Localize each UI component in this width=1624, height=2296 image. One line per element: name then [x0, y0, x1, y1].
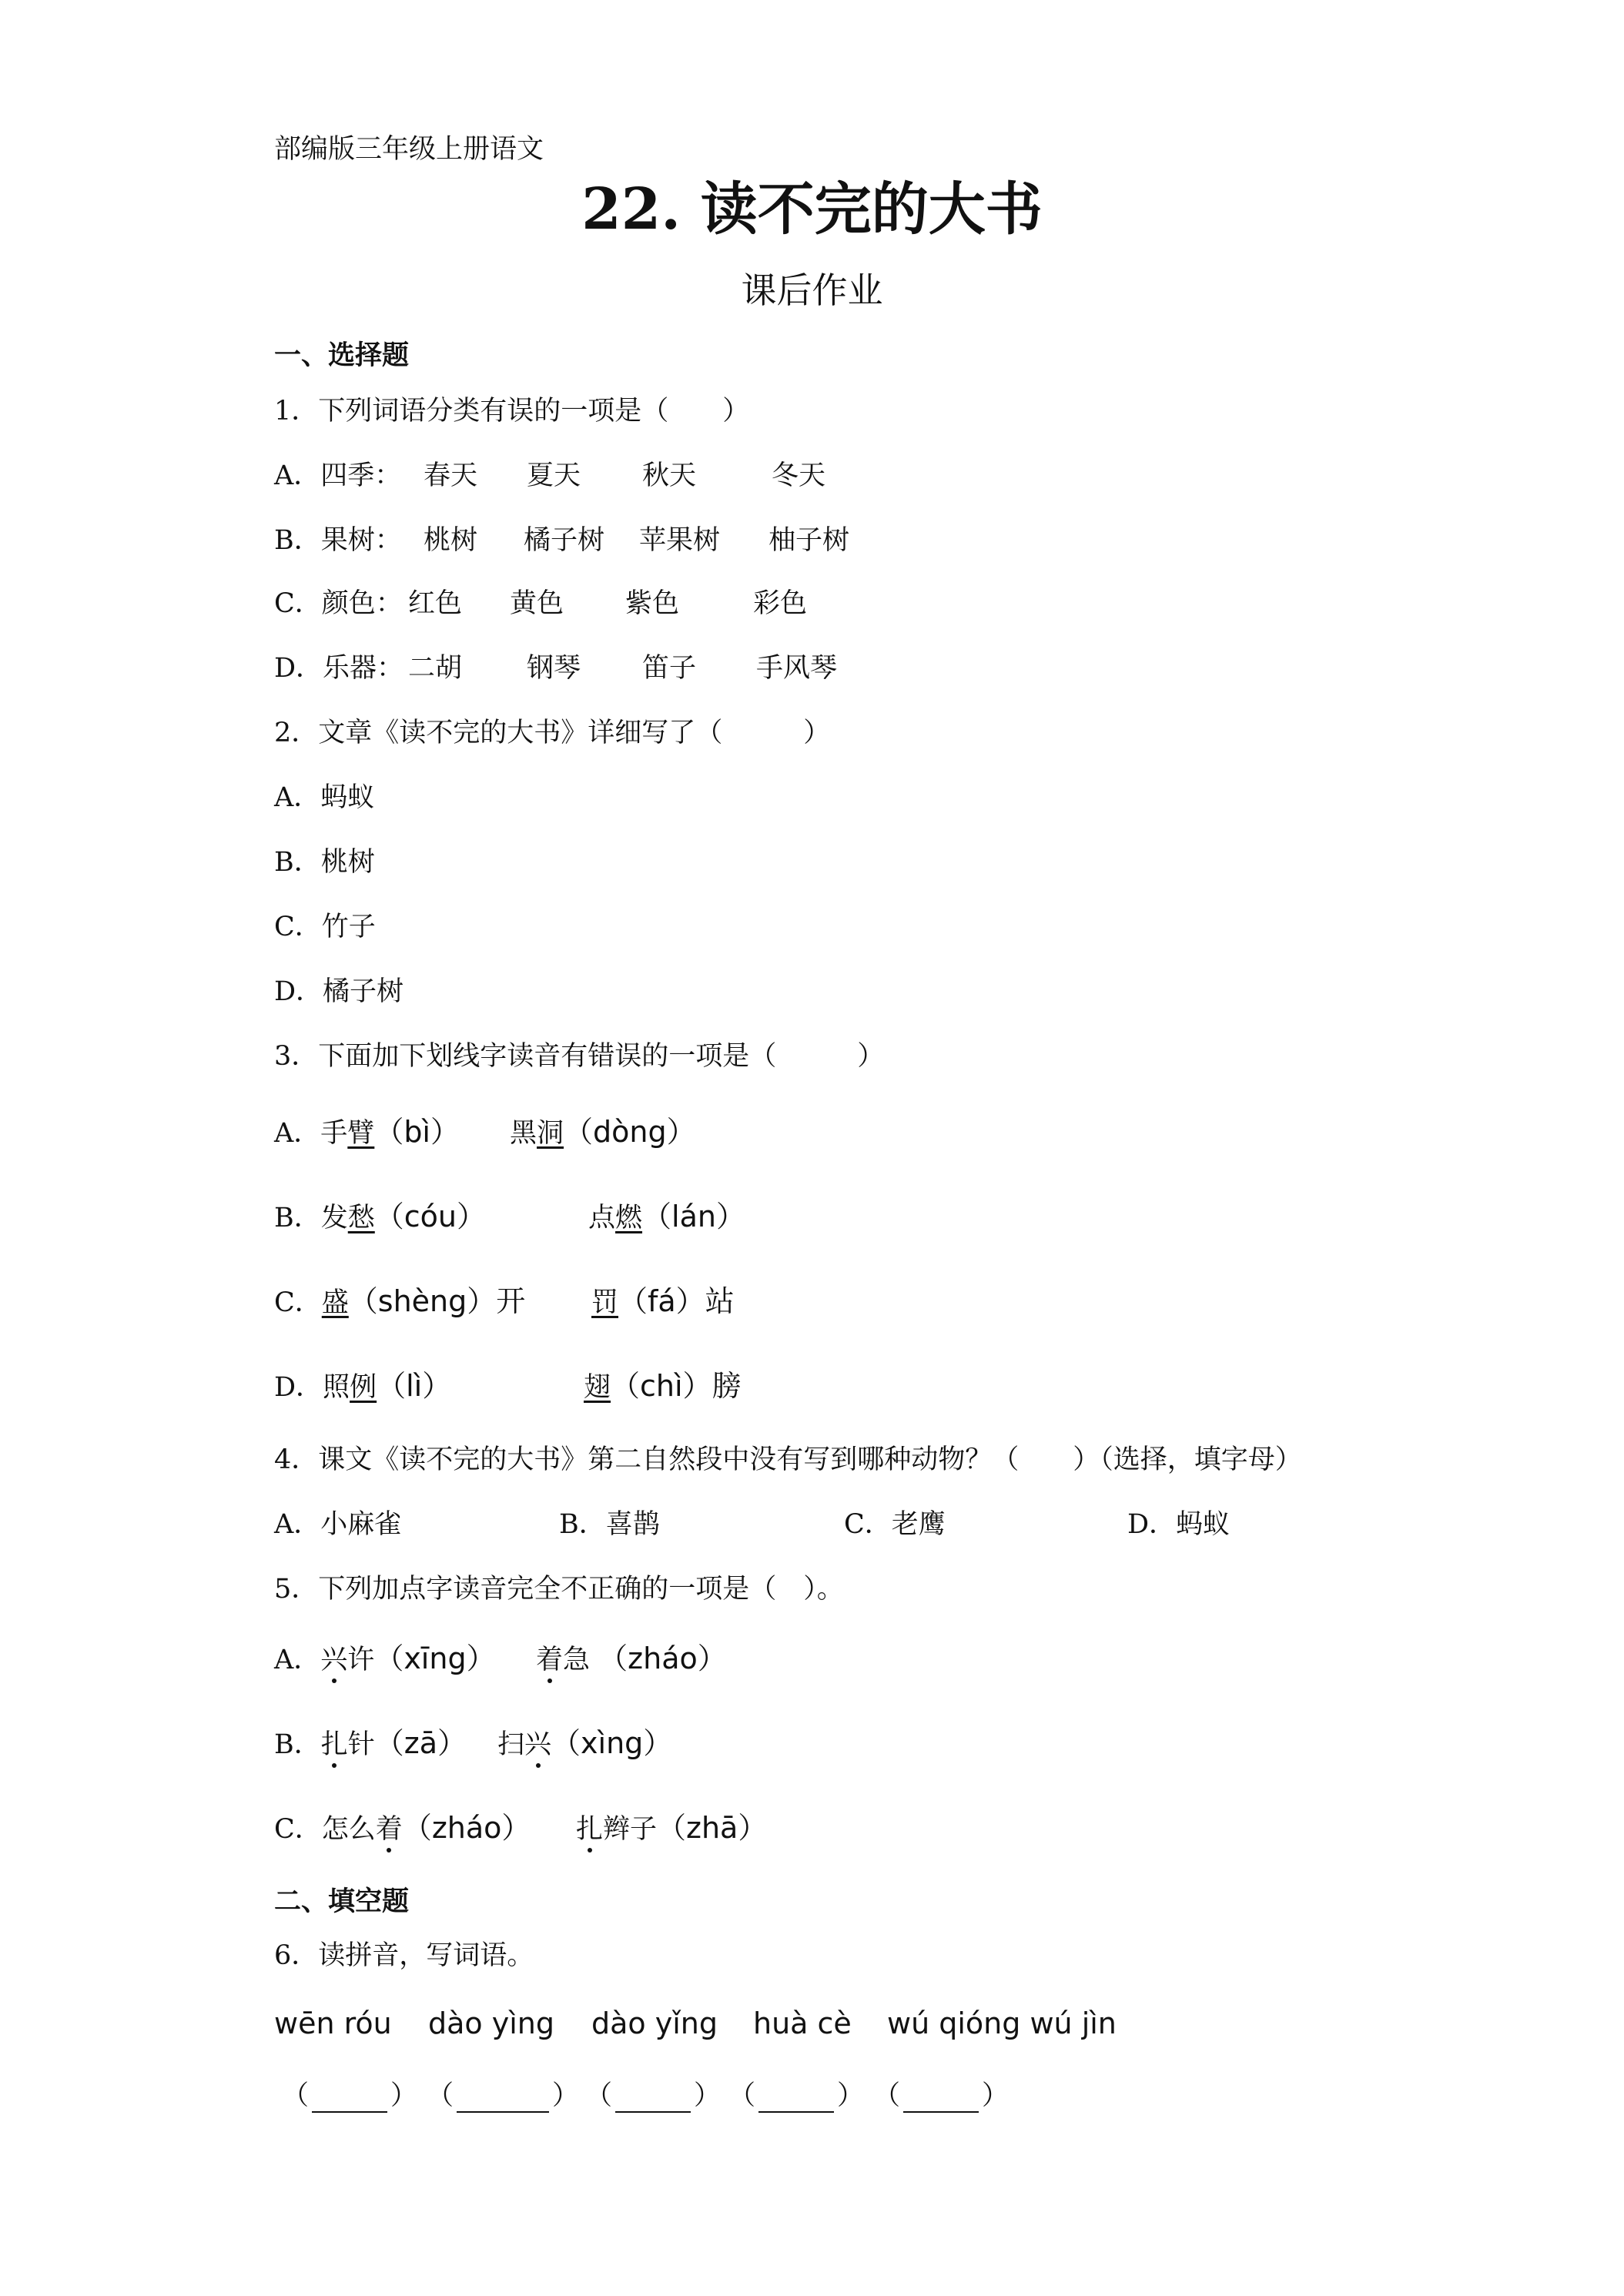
q3-a-prefix2: 黑 — [510, 1118, 537, 1149]
q1-d-w4: 手风琴 — [756, 653, 838, 684]
q6-answer-blank-1[interactable]: （ ） — [282, 2080, 418, 2111]
q3-c-underlined2: 罚 — [591, 1287, 619, 1318]
q1-c-w2: 黄色 — [510, 588, 564, 619]
q1-d-label: D．乐器： — [274, 653, 404, 684]
q3-b-prefix1: 发 — [320, 1203, 348, 1233]
q5-c-dotted2: 扎 — [576, 1814, 604, 1845]
q3-b-label: B． — [274, 1203, 321, 1233]
q5-stem: 5．下列加点字读音完全不正确的一项是（ ）。 — [274, 1574, 844, 1605]
q3-b-underlined1: 愁 — [347, 1203, 375, 1233]
q5-b-dotted1: 扎 — [320, 1729, 348, 1760]
section-fill-title: 二、填空题 — [274, 1886, 410, 1917]
q5-a-pinyin1: （xīng） — [374, 1642, 496, 1675]
q5-a-suffix2: 急 — [563, 1645, 591, 1675]
q1-a-w3: 秋天 — [642, 460, 697, 491]
q5-option-a — [274, 1642, 727, 1677]
q1-d-w1: 二胡 — [408, 653, 463, 684]
q4-option-c: C．老鹰 — [844, 1509, 946, 1540]
q5-b-pinyin2: （xìng） — [551, 1726, 673, 1760]
q3-a-pinyin1: （bì） — [374, 1115, 460, 1149]
q5-c-pinyin1: （zháo） — [402, 1811, 531, 1845]
q1-option-c — [274, 587, 808, 621]
q2-option-c: C．竹子 — [274, 912, 376, 942]
q6-pinyin-4: huà cè — [753, 2006, 852, 2040]
q3-d-pinyin1: （lì） — [377, 1369, 452, 1403]
q6-answer-blank-4[interactable]: （ ） — [728, 2080, 865, 2111]
page-subtitle: 课后作业 — [741, 269, 883, 311]
q5-a-dotted2: 着 — [536, 1645, 564, 1675]
q5-b-dotted2: 兴 — [524, 1729, 552, 1760]
q1-option-d — [274, 651, 838, 685]
q1-d-w3: 笛子 — [642, 653, 697, 684]
q1-a-w4: 冬天 — [772, 460, 826, 491]
q3-a-label: A． — [274, 1118, 321, 1149]
q6-pinyin-1: wēn róu — [274, 2006, 392, 2040]
q3-stem: 3．下面加下划线字读音有错误的一项是（ ） — [274, 1041, 885, 1072]
q3-d-pinyin2: （chì）膀 — [611, 1369, 742, 1403]
q4-option-a: A．小麻雀 — [274, 1509, 402, 1540]
q5-b-label: B． — [274, 1729, 321, 1760]
q4-option-d: D．蚂蚁 — [1127, 1509, 1231, 1540]
q6-answer-blank-5[interactable]: （ ） — [873, 2080, 1010, 2111]
q1-option-b — [274, 524, 850, 557]
q3-option-d — [274, 1369, 742, 1404]
q3-d-prefix1: 照 — [323, 1372, 350, 1403]
q1-b-w4: 柚子树 — [768, 525, 850, 556]
q5-b-pinyin1: （zā） — [374, 1726, 467, 1760]
q3-d-label: D． — [274, 1372, 323, 1403]
q3-c-label: C． — [274, 1287, 322, 1318]
q6-pinyin-3: dào yǐng — [591, 2006, 718, 2040]
q3-b-pinyin2: （lán） — [642, 1200, 745, 1233]
grade-header: 部编版三年级上册语文 — [274, 134, 544, 165]
q3-a-underlined1: 臂 — [347, 1118, 375, 1149]
q6-answer-blank-2[interactable]: （ ） — [427, 2080, 580, 2111]
q3-option-b — [274, 1200, 745, 1235]
q5-c-suffix2: 辫子 — [603, 1814, 658, 1845]
q2-option-a: A．蚂蚁 — [274, 782, 375, 813]
q5-b-prefix2: 扫 — [497, 1729, 525, 1760]
q2-option-b: B．桃树 — [274, 847, 375, 878]
q5-c-pinyin2: （zhā） — [657, 1811, 768, 1845]
q1-c-w3: 紫色 — [625, 588, 680, 619]
q1-d-w2: 钢琴 — [527, 653, 581, 684]
q3-a-prefix1: 手 — [320, 1118, 348, 1149]
q3-c-pinyin2: （fá）站 — [618, 1284, 735, 1318]
q3-option-a — [274, 1115, 696, 1150]
q5-option-c — [274, 1811, 768, 1846]
q2-option-d: D．橘子树 — [274, 976, 404, 1007]
q3-a-underlined2: 洞 — [537, 1118, 564, 1149]
q1-c-w1: 红色 — [408, 588, 463, 619]
q2-stem: 2．文章《读不完的大书》详细写了（ ） — [274, 718, 831, 748]
q4-options — [274, 1508, 1352, 1541]
q3-c-underlined1: 盛 — [321, 1287, 349, 1318]
q4-option-b: B．喜鹊 — [559, 1509, 660, 1540]
q6-pinyin-2: dào yìng — [428, 2006, 554, 2040]
q5-a-label: A． — [274, 1645, 321, 1675]
q1-c-label: C．颜色： — [274, 588, 403, 619]
q5-a-pinyin2: （zháo） — [598, 1642, 727, 1675]
q6-answer-blank-3[interactable]: （ ） — [585, 2080, 722, 2111]
q3-d-underlined1: 例 — [350, 1372, 377, 1403]
q1-b-w3: 苹果树 — [639, 525, 721, 556]
q1-b-label: B．果树： — [274, 525, 402, 556]
page-title: 22. 读不完的大书 — [581, 176, 1043, 243]
q5-c-label: C． — [274, 1814, 322, 1845]
q3-c-pinyin1: （shèng）开 — [348, 1284, 526, 1318]
q5-option-b — [274, 1726, 673, 1762]
q3-b-underlined2: 燃 — [615, 1203, 643, 1233]
q1-a-label: A．四季： — [274, 460, 402, 491]
q3-a-pinyin2: （dòng） — [564, 1115, 696, 1149]
q1-c-w4: 彩色 — [753, 588, 808, 619]
q1-stem: 1．下列词语分类有误的一项是（ ） — [274, 396, 750, 427]
q3-b-prefix2: 点 — [588, 1203, 616, 1233]
q3-option-c — [274, 1284, 735, 1320]
q1-b-w2: 橘子树 — [524, 525, 605, 556]
q5-c-dotted1: 着 — [375, 1814, 403, 1845]
q1-a-w1: 春天 — [424, 460, 478, 491]
q5-b-suffix1: 针 — [347, 1729, 375, 1760]
q5-a-dotted1: 兴 — [320, 1645, 348, 1675]
q3-b-pinyin1: （cóu） — [374, 1200, 486, 1233]
q5-c-prefix1: 怎么 — [321, 1814, 376, 1845]
q6-pinyin-5: wú qióng wú jìn — [887, 2006, 1117, 2040]
section-choice-title: 一、选择题 — [274, 340, 410, 371]
q1-option-a — [274, 459, 826, 493]
q1-b-w1: 桃树 — [424, 525, 478, 556]
q1-a-w2: 夏天 — [527, 460, 581, 491]
q4-stem: 4．课文《读不完的大书》第二自然段中没有写到哪种动物？（ ）（选择，填字母） — [274, 1444, 1302, 1475]
q5-a-suffix1: 许 — [347, 1645, 375, 1675]
q6-stem: 6．读拼音，写词语。 — [274, 1940, 534, 1971]
q3-d-underlined2: 翅 — [584, 1372, 611, 1403]
